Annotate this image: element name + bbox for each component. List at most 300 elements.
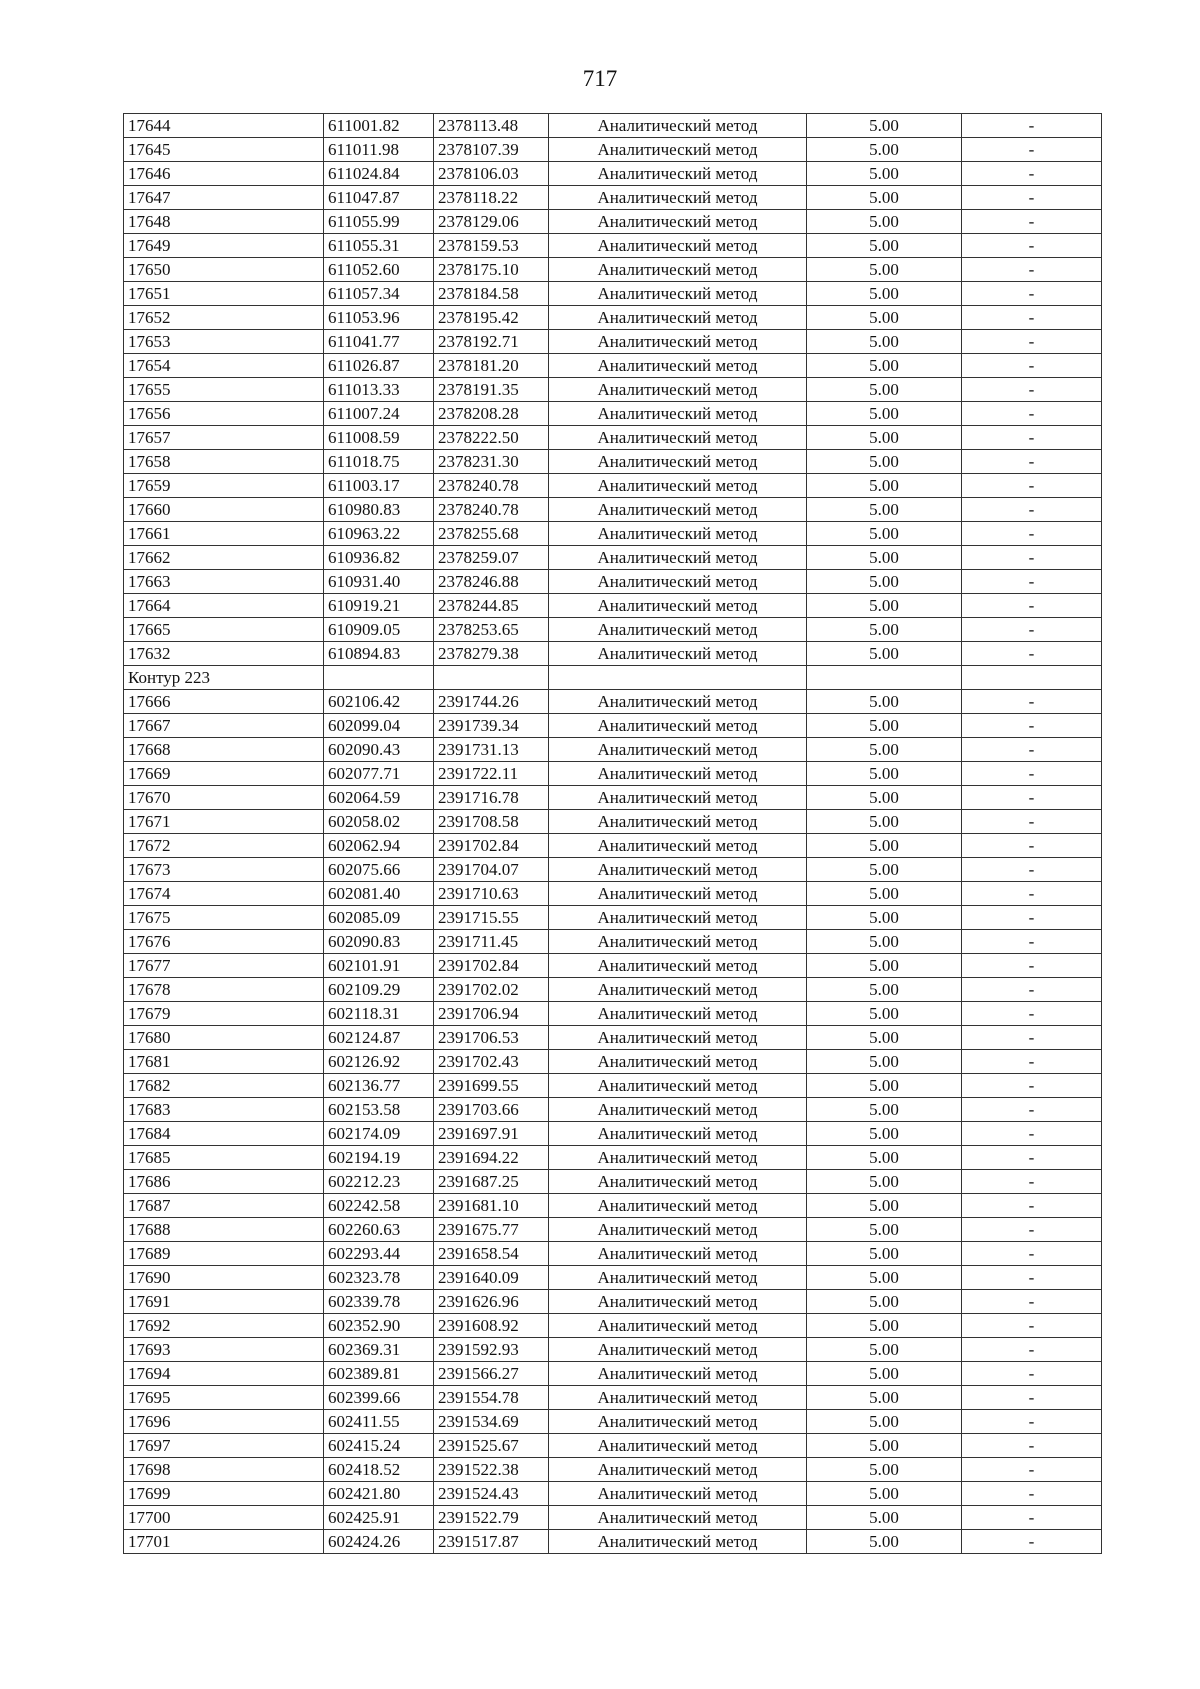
method-cell: Аналитический метод: [549, 1266, 807, 1290]
precision-cell: 5.00: [807, 330, 962, 354]
precision-cell: 5.00: [807, 690, 962, 714]
y-coordinate-cell: 2391681.10: [434, 1194, 549, 1218]
method-cell: Аналитический метод: [549, 1434, 807, 1458]
extra-cell: -: [962, 594, 1102, 618]
table-row: [124, 714, 1102, 738]
method-cell: Аналитический метод: [549, 1098, 807, 1122]
table-row: [124, 642, 1102, 666]
table-row: [124, 1434, 1102, 1458]
table-row: [124, 114, 1102, 138]
table-row: [124, 1530, 1102, 1554]
method-cell: Аналитический метод: [549, 618, 807, 642]
method-cell: Аналитический метод: [549, 258, 807, 282]
x-coordinate-cell: 602101.91: [324, 954, 434, 978]
x-coordinate-cell: 611047.87: [324, 186, 434, 210]
table-row: [124, 1050, 1102, 1074]
x-coordinate-cell: 611008.59: [324, 426, 434, 450]
method-cell: Аналитический метод: [549, 714, 807, 738]
x-coordinate-cell: 602064.59: [324, 786, 434, 810]
precision-cell: 5.00: [807, 594, 962, 618]
point-id-cell: 17654: [124, 354, 324, 378]
point-id-cell: 17700: [124, 1506, 324, 1530]
x-coordinate-cell: 602389.81: [324, 1362, 434, 1386]
x-coordinate-cell: 610919.21: [324, 594, 434, 618]
precision-cell: 5.00: [807, 114, 962, 138]
extra-cell: -: [962, 282, 1102, 306]
extra-cell: -: [962, 330, 1102, 354]
extra-cell: -: [962, 1242, 1102, 1266]
extra-cell: -: [962, 402, 1102, 426]
y-coordinate-cell: 2391687.25: [434, 1170, 549, 1194]
table-row: [124, 354, 1102, 378]
y-coordinate-cell: 2391592.93: [434, 1338, 549, 1362]
method-cell: Аналитический метод: [549, 690, 807, 714]
point-id-cell: 17651: [124, 282, 324, 306]
y-coordinate-cell: 2391706.94: [434, 1002, 549, 1026]
method-cell: Аналитический метод: [549, 1290, 807, 1314]
y-coordinate-cell: 2378192.71: [434, 330, 549, 354]
precision-cell: 5.00: [807, 642, 962, 666]
x-coordinate-cell: 611041.77: [324, 330, 434, 354]
table-row: [124, 1482, 1102, 1506]
precision-cell: 5.00: [807, 1170, 962, 1194]
y-coordinate-cell: 2391522.79: [434, 1506, 549, 1530]
y-coordinate-cell: 2391525.67: [434, 1434, 549, 1458]
precision-cell: 5.00: [807, 1218, 962, 1242]
y-coordinate-cell: 2378279.38: [434, 642, 549, 666]
precision-cell: 5.00: [807, 1074, 962, 1098]
method-cell: Аналитический метод: [549, 378, 807, 402]
precision-cell: 5.00: [807, 258, 962, 282]
x-coordinate-cell: 611052.60: [324, 258, 434, 282]
precision-cell: 5.00: [807, 978, 962, 1002]
extra-cell: -: [962, 546, 1102, 570]
extra-cell: -: [962, 306, 1102, 330]
y-coordinate-cell: 2391710.63: [434, 882, 549, 906]
extra-cell: -: [962, 1122, 1102, 1146]
table-row: [124, 1290, 1102, 1314]
extra-cell: -: [962, 1026, 1102, 1050]
coordinates-table-body: [124, 114, 1102, 1554]
extra-cell: -: [962, 522, 1102, 546]
point-id-cell: 17656: [124, 402, 324, 426]
point-id-cell: 17691: [124, 1290, 324, 1314]
point-id-cell: 17652: [124, 306, 324, 330]
extra-cell: -: [962, 1098, 1102, 1122]
method-cell: Аналитический метод: [549, 738, 807, 762]
extra-cell: -: [962, 1170, 1102, 1194]
y-coordinate-cell: 2378259.07: [434, 546, 549, 570]
table-row: [124, 1074, 1102, 1098]
table-row: [124, 690, 1102, 714]
precision-cell: 5.00: [807, 1314, 962, 1338]
method-cell: Аналитический метод: [549, 1386, 807, 1410]
y-coordinate-cell: 2391554.78: [434, 1386, 549, 1410]
x-coordinate-cell: 602077.71: [324, 762, 434, 786]
x-coordinate-cell: 602399.66: [324, 1386, 434, 1410]
method-cell: Аналитический метод: [549, 1410, 807, 1434]
x-coordinate-cell: 602075.66: [324, 858, 434, 882]
point-id-cell: 17659: [124, 474, 324, 498]
y-coordinate-cell: 2391702.84: [434, 834, 549, 858]
point-id-cell: 17653: [124, 330, 324, 354]
precision-cell: 5.00: [807, 786, 962, 810]
y-coordinate-cell: 2391658.54: [434, 1242, 549, 1266]
point-id-cell: 17677: [124, 954, 324, 978]
point-id-cell: 17645: [124, 138, 324, 162]
y-coordinate-cell: 2378107.39: [434, 138, 549, 162]
extra-cell: -: [962, 1314, 1102, 1338]
extra-cell: -: [962, 1074, 1102, 1098]
table-row: [124, 594, 1102, 618]
x-coordinate-cell: 602194.19: [324, 1146, 434, 1170]
extra-cell: -: [962, 1266, 1102, 1290]
table-row: [124, 1122, 1102, 1146]
x-coordinate-cell: 602174.09: [324, 1122, 434, 1146]
x-coordinate-cell: 602058.02: [324, 810, 434, 834]
method-cell: Аналитический метод: [549, 402, 807, 426]
table-row: [124, 762, 1102, 786]
y-coordinate-cell: 2391702.02: [434, 978, 549, 1002]
x-coordinate-cell: 602136.77: [324, 1074, 434, 1098]
x-coordinate-cell: 610980.83: [324, 498, 434, 522]
y-coordinate-cell: 2378255.68: [434, 522, 549, 546]
table-row: [124, 1410, 1102, 1434]
extra-cell: -: [962, 570, 1102, 594]
y-coordinate-cell: 2378191.35: [434, 378, 549, 402]
extra-cell: -: [962, 1362, 1102, 1386]
table-row: [124, 1218, 1102, 1242]
extra-cell: -: [962, 138, 1102, 162]
precision-cell: 5.00: [807, 1506, 962, 1530]
y-coordinate-cell: 2391699.55: [434, 1074, 549, 1098]
method-cell: Аналитический метод: [549, 570, 807, 594]
method-cell: Аналитический метод: [549, 1026, 807, 1050]
x-coordinate-cell: 602323.78: [324, 1266, 434, 1290]
method-cell: Аналитический метод: [549, 882, 807, 906]
extra-cell: -: [962, 690, 1102, 714]
method-cell: Аналитический метод: [549, 642, 807, 666]
method-cell: Аналитический метод: [549, 1314, 807, 1338]
y-coordinate-cell: 2391697.91: [434, 1122, 549, 1146]
precision-cell: 5.00: [807, 1098, 962, 1122]
table-row: [124, 234, 1102, 258]
table-row: [124, 498, 1102, 522]
table-row: [124, 1170, 1102, 1194]
point-id-cell: 17663: [124, 570, 324, 594]
point-id-cell: 17682: [124, 1074, 324, 1098]
point-id-cell: 17669: [124, 762, 324, 786]
precision-cell: 5.00: [807, 1194, 962, 1218]
precision-cell: 5.00: [807, 1266, 962, 1290]
table-row: [124, 1242, 1102, 1266]
point-id-cell: 17666: [124, 690, 324, 714]
x-coordinate-cell: 610894.83: [324, 642, 434, 666]
table-row: [124, 1146, 1102, 1170]
precision-cell: 5.00: [807, 426, 962, 450]
method-cell: Аналитический метод: [549, 978, 807, 1002]
empty-cell: [434, 666, 549, 690]
y-coordinate-cell: 2378181.20: [434, 354, 549, 378]
extra-cell: -: [962, 762, 1102, 786]
point-id-cell: 17701: [124, 1530, 324, 1554]
precision-cell: 5.00: [807, 906, 962, 930]
point-id-cell: 17657: [124, 426, 324, 450]
x-coordinate-cell: 611026.87: [324, 354, 434, 378]
extra-cell: -: [962, 1146, 1102, 1170]
point-id-cell: 17687: [124, 1194, 324, 1218]
method-cell: Аналитический метод: [549, 762, 807, 786]
table-row: [124, 330, 1102, 354]
extra-cell: -: [962, 498, 1102, 522]
y-coordinate-cell: 2391711.45: [434, 930, 549, 954]
x-coordinate-cell: 602425.91: [324, 1506, 434, 1530]
x-coordinate-cell: 602418.52: [324, 1458, 434, 1482]
method-cell: Аналитический метод: [549, 282, 807, 306]
table-row: [124, 1098, 1102, 1122]
point-id-cell: 17670: [124, 786, 324, 810]
extra-cell: -: [962, 1458, 1102, 1482]
y-coordinate-cell: 2391704.07: [434, 858, 549, 882]
method-cell: Аналитический метод: [549, 1074, 807, 1098]
precision-cell: 5.00: [807, 1410, 962, 1434]
x-coordinate-cell: 602212.23: [324, 1170, 434, 1194]
precision-cell: 5.00: [807, 474, 962, 498]
table-row: [124, 978, 1102, 1002]
precision-cell: 5.00: [807, 138, 962, 162]
method-cell: Аналитический метод: [549, 234, 807, 258]
point-id-cell: 17661: [124, 522, 324, 546]
method-cell: Аналитический метод: [549, 906, 807, 930]
x-coordinate-cell: 602085.09: [324, 906, 434, 930]
extra-cell: -: [962, 810, 1102, 834]
table-row: [124, 186, 1102, 210]
y-coordinate-cell: 2378129.06: [434, 210, 549, 234]
point-id-cell: 17648: [124, 210, 324, 234]
point-id-cell: 17678: [124, 978, 324, 1002]
table-row: [124, 402, 1102, 426]
precision-cell: 5.00: [807, 714, 962, 738]
y-coordinate-cell: 2391675.77: [434, 1218, 549, 1242]
y-coordinate-cell: 2378208.28: [434, 402, 549, 426]
precision-cell: 5.00: [807, 234, 962, 258]
precision-cell: 5.00: [807, 498, 962, 522]
x-coordinate-cell: 610909.05: [324, 618, 434, 642]
precision-cell: 5.00: [807, 1122, 962, 1146]
table-row: [124, 570, 1102, 594]
y-coordinate-cell: 2378244.85: [434, 594, 549, 618]
precision-cell: 5.00: [807, 882, 962, 906]
method-cell: Аналитический метод: [549, 1338, 807, 1362]
extra-cell: -: [962, 906, 1102, 930]
y-coordinate-cell: 2391702.43: [434, 1050, 549, 1074]
method-cell: Аналитический метод: [549, 1122, 807, 1146]
extra-cell: -: [962, 738, 1102, 762]
y-coordinate-cell: 2391715.55: [434, 906, 549, 930]
extra-cell: -: [962, 882, 1102, 906]
y-coordinate-cell: 2378246.88: [434, 570, 549, 594]
point-id-cell: 17699: [124, 1482, 324, 1506]
x-coordinate-cell: 602369.31: [324, 1338, 434, 1362]
extra-cell: -: [962, 1194, 1102, 1218]
x-coordinate-cell: 602062.94: [324, 834, 434, 858]
method-cell: Аналитический метод: [549, 1218, 807, 1242]
precision-cell: 5.00: [807, 810, 962, 834]
table-row: [124, 306, 1102, 330]
method-cell: Аналитический метод: [549, 210, 807, 234]
point-id-cell: 17698: [124, 1458, 324, 1482]
table-row: [124, 1194, 1102, 1218]
y-coordinate-cell: 2378113.48: [434, 114, 549, 138]
point-id-cell: 17680: [124, 1026, 324, 1050]
table-row: [124, 258, 1102, 282]
point-id-cell: 17674: [124, 882, 324, 906]
x-coordinate-cell: 602090.43: [324, 738, 434, 762]
point-id-cell: 17690: [124, 1266, 324, 1290]
precision-cell: 5.00: [807, 762, 962, 786]
point-id-cell: 17672: [124, 834, 324, 858]
point-id-cell: 17675: [124, 906, 324, 930]
precision-cell: 5.00: [807, 1002, 962, 1026]
extra-cell: -: [962, 378, 1102, 402]
extra-cell: -: [962, 618, 1102, 642]
point-id-cell: 17694: [124, 1362, 324, 1386]
y-coordinate-cell: 2391708.58: [434, 810, 549, 834]
method-cell: Аналитический метод: [549, 834, 807, 858]
table-row: [124, 138, 1102, 162]
x-coordinate-cell: 602081.40: [324, 882, 434, 906]
x-coordinate-cell: 602126.92: [324, 1050, 434, 1074]
method-cell: Аналитический метод: [549, 810, 807, 834]
table-row: [124, 1362, 1102, 1386]
x-coordinate-cell: 611018.75: [324, 450, 434, 474]
table-row: [124, 162, 1102, 186]
x-coordinate-cell: 611055.31: [324, 234, 434, 258]
table-row: [124, 858, 1102, 882]
extra-cell: -: [962, 210, 1102, 234]
table-row: [124, 1506, 1102, 1530]
x-coordinate-cell: 602106.42: [324, 690, 434, 714]
extra-cell: -: [962, 1386, 1102, 1410]
table-row: [124, 1314, 1102, 1338]
y-coordinate-cell: 2378184.58: [434, 282, 549, 306]
extra-cell: -: [962, 450, 1102, 474]
point-id-cell: 17673: [124, 858, 324, 882]
x-coordinate-cell: 611001.82: [324, 114, 434, 138]
point-id-cell: 17683: [124, 1098, 324, 1122]
x-coordinate-cell: 602242.58: [324, 1194, 434, 1218]
extra-cell: -: [962, 234, 1102, 258]
method-cell: Аналитический метод: [549, 426, 807, 450]
point-id-cell: 17662: [124, 546, 324, 570]
method-cell: Аналитический метод: [549, 306, 807, 330]
point-id-cell: 17693: [124, 1338, 324, 1362]
method-cell: Аналитический метод: [549, 330, 807, 354]
extra-cell: -: [962, 426, 1102, 450]
table-row: [124, 738, 1102, 762]
table-row: [124, 210, 1102, 234]
table-row: [124, 1026, 1102, 1050]
empty-cell: [324, 666, 434, 690]
x-coordinate-cell: 602099.04: [324, 714, 434, 738]
y-coordinate-cell: 2378118.22: [434, 186, 549, 210]
x-coordinate-cell: 611053.96: [324, 306, 434, 330]
extra-cell: -: [962, 354, 1102, 378]
x-coordinate-cell: 602411.55: [324, 1410, 434, 1434]
point-id-cell: 17660: [124, 498, 324, 522]
precision-cell: 5.00: [807, 1242, 962, 1266]
y-coordinate-cell: 2391731.13: [434, 738, 549, 762]
precision-cell: 5.00: [807, 522, 962, 546]
extra-cell: -: [962, 474, 1102, 498]
y-coordinate-cell: 2391716.78: [434, 786, 549, 810]
table-row: [124, 1338, 1102, 1362]
table-row: [124, 906, 1102, 930]
table-row: [124, 834, 1102, 858]
point-id-cell: 17649: [124, 234, 324, 258]
extra-cell: -: [962, 786, 1102, 810]
extra-cell: -: [962, 186, 1102, 210]
method-cell: Аналитический метод: [549, 186, 807, 210]
extra-cell: -: [962, 1290, 1102, 1314]
x-coordinate-cell: 602415.24: [324, 1434, 434, 1458]
extra-cell: -: [962, 258, 1102, 282]
method-cell: Аналитический метод: [549, 1002, 807, 1026]
extra-cell: -: [962, 834, 1102, 858]
precision-cell: 5.00: [807, 282, 962, 306]
extra-cell: -: [962, 858, 1102, 882]
method-cell: Аналитический метод: [549, 930, 807, 954]
precision-cell: 5.00: [807, 1146, 962, 1170]
precision-cell: 5.00: [807, 450, 962, 474]
precision-cell: 5.00: [807, 1290, 962, 1314]
table-row: [124, 810, 1102, 834]
coordinates-table: [123, 113, 1102, 1554]
y-coordinate-cell: 2378231.30: [434, 450, 549, 474]
extra-cell: -: [962, 162, 1102, 186]
table-row: [124, 1002, 1102, 1026]
table-row: [124, 546, 1102, 570]
section-row: [124, 666, 1102, 690]
section-label: Контур 223: [124, 666, 324, 690]
precision-cell: 5.00: [807, 1026, 962, 1050]
point-id-cell: 17697: [124, 1434, 324, 1458]
x-coordinate-cell: 602260.63: [324, 1218, 434, 1242]
point-id-cell: 17681: [124, 1050, 324, 1074]
precision-cell: 5.00: [807, 210, 962, 234]
x-coordinate-cell: 602118.31: [324, 1002, 434, 1026]
y-coordinate-cell: 2391744.26: [434, 690, 549, 714]
method-cell: Аналитический метод: [549, 354, 807, 378]
x-coordinate-cell: 611024.84: [324, 162, 434, 186]
point-id-cell: 17665: [124, 618, 324, 642]
x-coordinate-cell: 602293.44: [324, 1242, 434, 1266]
y-coordinate-cell: 2378240.78: [434, 474, 549, 498]
table-row: [124, 378, 1102, 402]
point-id-cell: 17646: [124, 162, 324, 186]
y-coordinate-cell: 2378106.03: [434, 162, 549, 186]
x-coordinate-cell: 602339.78: [324, 1290, 434, 1314]
method-cell: Аналитический метод: [549, 498, 807, 522]
precision-cell: 5.00: [807, 1362, 962, 1386]
point-id-cell: 17685: [124, 1146, 324, 1170]
table-row: [124, 1386, 1102, 1410]
precision-cell: 5.00: [807, 306, 962, 330]
y-coordinate-cell: 2391534.69: [434, 1410, 549, 1434]
y-coordinate-cell: 2378195.42: [434, 306, 549, 330]
y-coordinate-cell: 2391739.34: [434, 714, 549, 738]
method-cell: Аналитический метод: [549, 1530, 807, 1554]
